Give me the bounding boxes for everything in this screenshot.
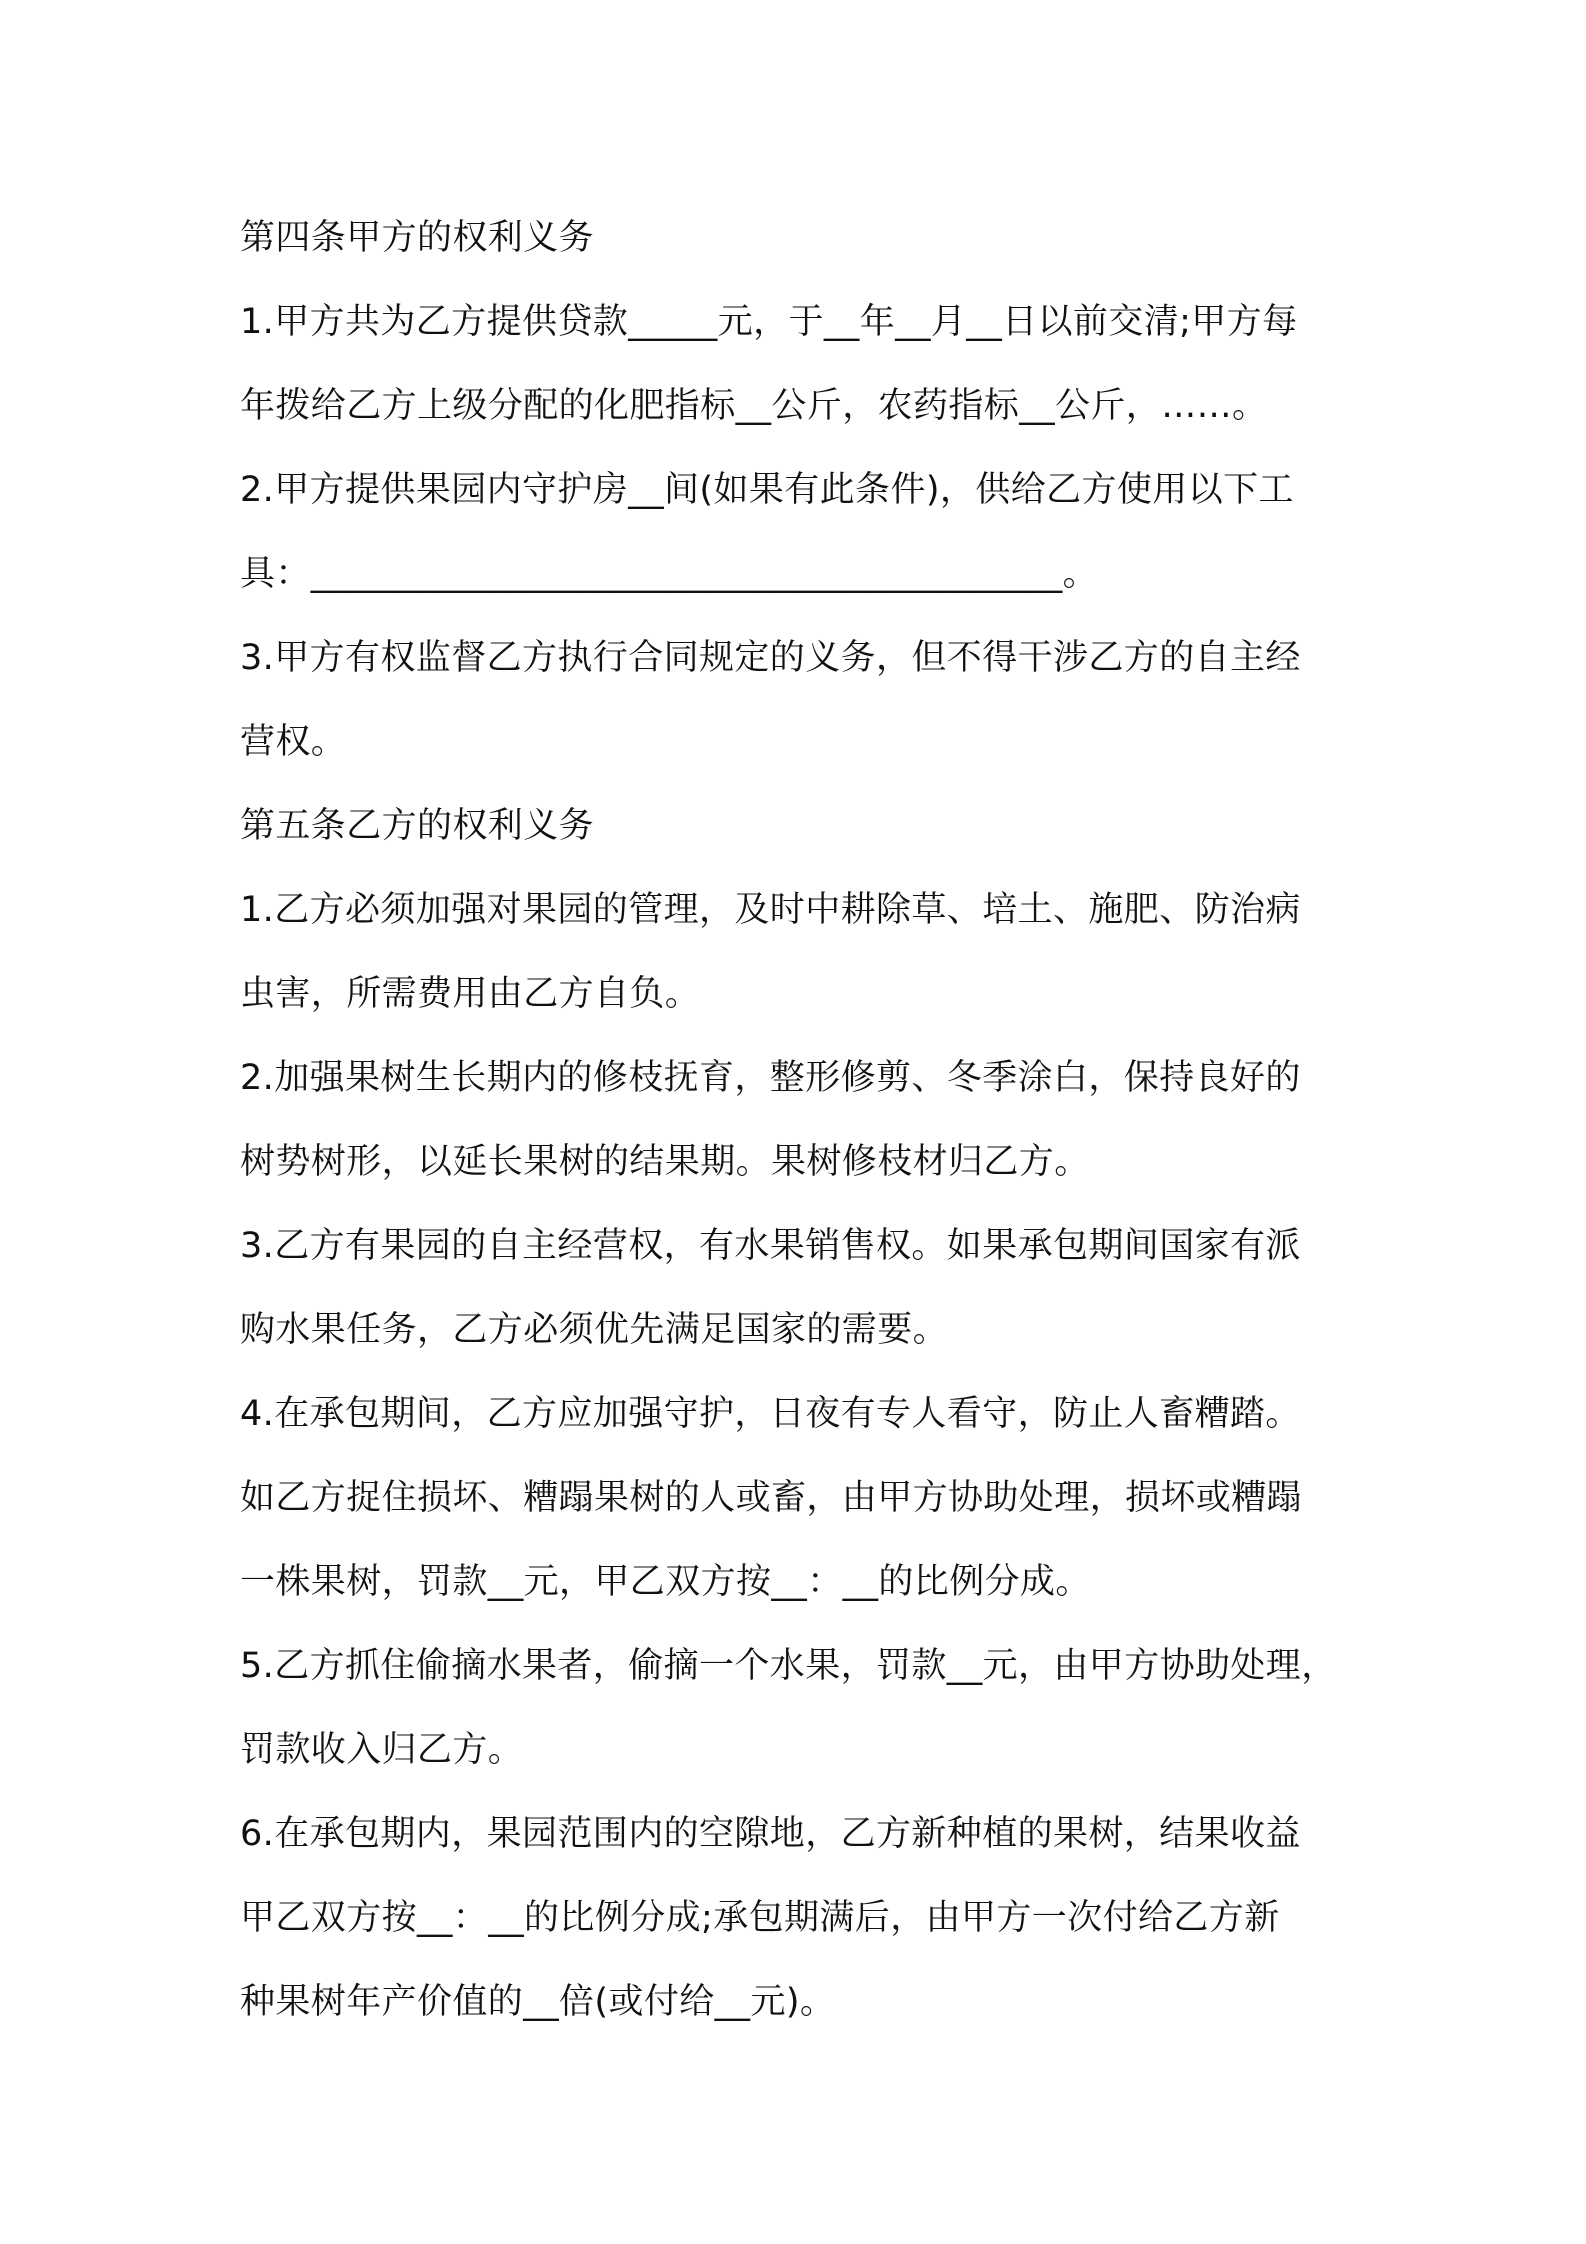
text-line: 6.在承包期内，果园范围内的空隙地，乙方新种植的果树，结果收益 <box>240 1814 1301 1854</box>
text-line: 甲乙双方按__：__的比例分成;承包期满后，由甲方一次付给乙方新 <box>240 1898 1280 1938</box>
text-line: 树势树形，以延长果树的结果期。果树修枝材归乙方。 <box>240 1142 1090 1182</box>
section-heading-article-4: 第四条甲方的权利义务 <box>240 218 595 258</box>
text-line: 购水果任务，乙方必须优先满足国家的需要。 <box>240 1310 949 1350</box>
text-line: 1.甲方共为乙方提供贷款_____元，于__年__月__日以前交清;甲方每 <box>240 302 1298 342</box>
text-line: 如乙方捉住损坏、糟蹋果树的人或畜，由甲方协助处理，损坏或糟蹋 <box>240 1478 1303 1518</box>
text-line: 3.乙方有果园的自主经营权，有水果销售权。如果承包期间国家有派 <box>240 1226 1301 1266</box>
text-line: 一株果树，罚款__元，甲乙双方按__：__的比例分成。 <box>240 1562 1091 1602</box>
text-line: 年拨给乙方上级分配的化肥指标__公斤，农药指标__公斤，……。 <box>240 386 1268 426</box>
section-heading-article-5: 第五条乙方的权利义务 <box>240 806 595 846</box>
text-line: 2.加强果树生长期内的修枝抚育，整形修剪、冬季涂白，保持良好的 <box>240 1058 1301 1098</box>
text-line: 1.乙方必须加强对果园的管理，及时中耕除草、培土、施肥、防治病 <box>240 890 1301 930</box>
text-line: 3.甲方有权监督乙方执行合同规定的义务，但不得干涉乙方的自主经 <box>240 638 1301 678</box>
text-line: 4.在承包期间，乙方应加强守护，日夜有专人看守，防止人畜糟踏。 <box>240 1394 1301 1434</box>
contract-text <box>240 196 1360 2044</box>
text-line: 虫害，所需费用由乙方自负。 <box>240 974 701 1014</box>
text-line: 营权。 <box>240 722 347 762</box>
text-line: 种果树年产价值的__倍(或付给__元)。 <box>240 1982 836 2022</box>
text-line: 具：__________________________________________。 <box>240 554 1098 594</box>
text-line: 2.甲方提供果园内守护房__间(如果有此条件)，供给乙方使用以下工 <box>240 470 1294 510</box>
text-line: 罚款收入归乙方。 <box>240 1730 524 1770</box>
text-line: 5.乙方抓住偷摘水果者，偷摘一个水果，罚款__元，由甲方协助处理， <box>240 1646 1337 1686</box>
